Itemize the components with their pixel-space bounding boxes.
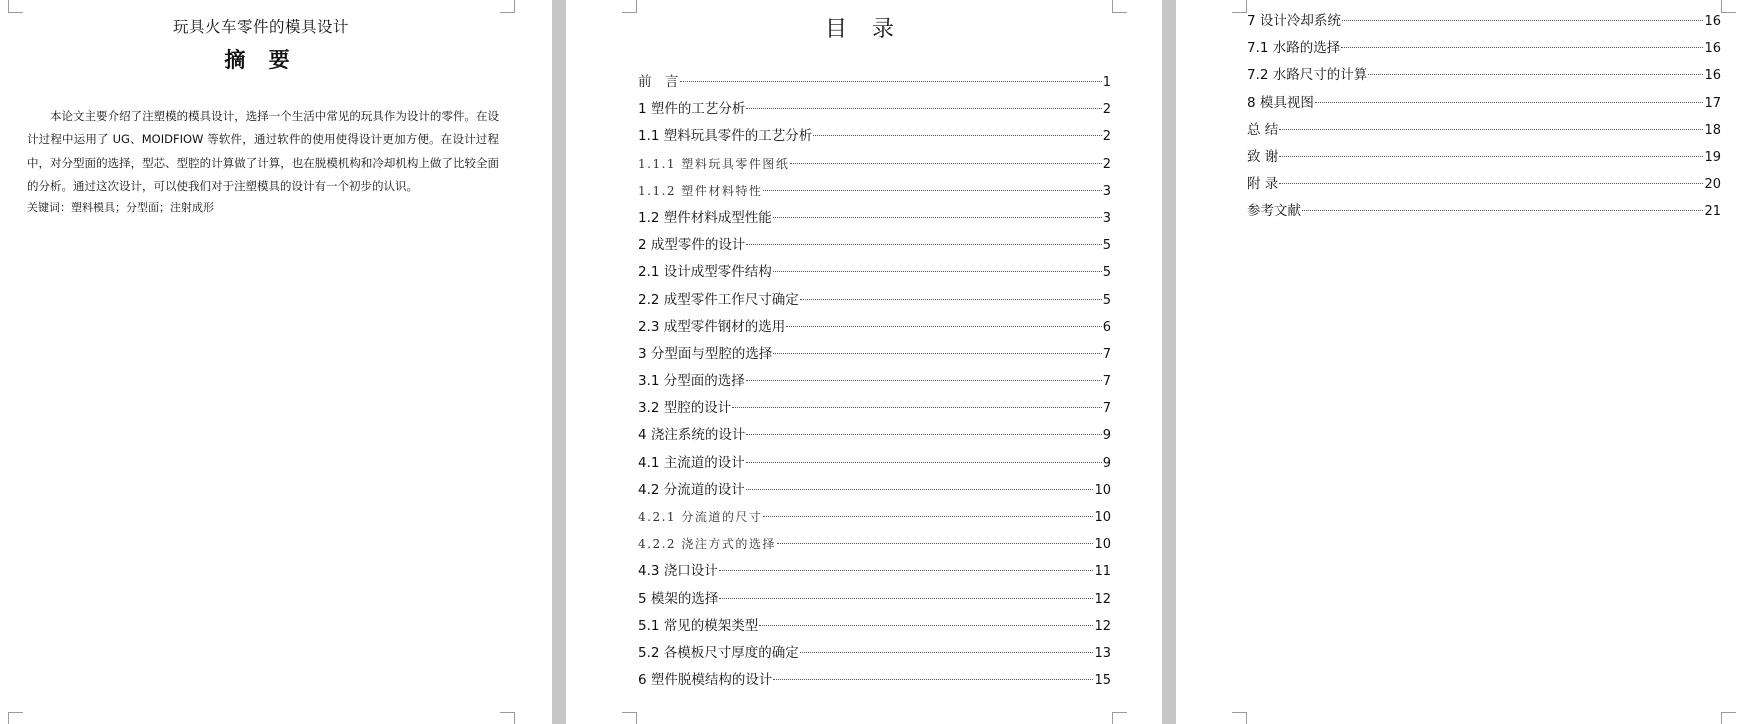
toc-entry[interactable]: [1247, 90, 1721, 117]
toc-entry-label: 4.1 主流道的设计: [638, 454, 745, 471]
toc-leader-dots: [746, 489, 1094, 490]
toc-entry[interactable]: [638, 558, 1111, 585]
toc-entry[interactable]: [1247, 171, 1721, 198]
toc-entry-label: 4.3 浇口设计: [638, 563, 718, 580]
toc-entry-label: 4.2 分流道的设计: [638, 481, 745, 498]
toc-entry-label: 5.2 各模板尺寸厚度的确定: [638, 644, 799, 661]
toc-leader-dots: [746, 380, 1102, 381]
crop-mark: [1232, 0, 1247, 13]
toc-entry-label: 7.1 水路的选择: [1247, 40, 1341, 57]
toc-entry-page: 10: [1094, 482, 1111, 498]
toc-entry-page: 16: [1704, 41, 1721, 57]
crop-mark: [1721, 0, 1736, 13]
crop-mark: [1721, 712, 1736, 724]
toc-leader-dots: [773, 679, 1093, 680]
toc-list: [1247, 8, 1721, 226]
toc-leader-dots: [763, 516, 1093, 517]
toc-leader-dots: [777, 543, 1094, 544]
toc-entry-page: 11: [1094, 564, 1111, 580]
toc-leader-dots: [1315, 102, 1704, 103]
toc-entry-label: 附 录: [1247, 176, 1279, 193]
toc-entry-label: 4.2.1 分流道的尺寸: [638, 510, 763, 524]
toc-leader-dots: [1342, 20, 1704, 21]
toc-entry[interactable]: [638, 422, 1111, 449]
toc-entry-page: 12: [1094, 618, 1111, 634]
toc-entry-page: 12: [1094, 591, 1111, 607]
toc-entry[interactable]: [638, 178, 1111, 205]
toc-entry-page: 2: [1102, 156, 1111, 172]
crop-mark: [1112, 712, 1127, 724]
toc-entry[interactable]: [638, 96, 1111, 123]
toc-entry-page: 16: [1704, 14, 1721, 29]
toc-leader-dots: [773, 271, 1102, 272]
toc-entry[interactable]: [638, 205, 1111, 232]
toc-entry-page: 6: [1102, 319, 1111, 335]
toc-entry-label: 5.1 常见的模架类型: [638, 617, 759, 634]
toc-entry-label: 参考文献: [1247, 203, 1301, 220]
toc-entry[interactable]: [638, 640, 1111, 667]
toc-entry-page: 9: [1102, 455, 1111, 471]
toc-entry-label: 7 设计冷却系统: [1247, 13, 1341, 29]
crop-mark: [8, 0, 23, 13]
toc-leader-dots: [1279, 183, 1703, 184]
toc-entry[interactable]: [1247, 144, 1721, 171]
toc-entry-label: 1.1 塑料玩具零件的工艺分析: [638, 128, 813, 145]
toc-entry-label: 7.2 水路尺寸的计算: [1247, 67, 1368, 84]
toc-entry-label: 总 结: [1247, 121, 1279, 138]
toc-entry-page: 18: [1704, 122, 1721, 138]
toc-entry-label: 1 塑件的工艺分析: [638, 101, 746, 118]
toc-leader-dots: [773, 217, 1102, 218]
keywords: 关键词：塑料模具；分型面；注射成形: [27, 201, 214, 214]
toc-leader-dots: [759, 625, 1093, 626]
toc-entry[interactable]: [638, 613, 1111, 640]
toc-entry-label: 8 模具视图: [1247, 94, 1314, 111]
toc-entry-label: 3.2 型腔的设计: [638, 400, 732, 417]
abstract-heading: 摘 要: [224, 48, 298, 72]
toc-leader-dots: [800, 652, 1094, 653]
toc-entry-page: 20: [1704, 177, 1721, 193]
toc-entry-page: 2: [1102, 129, 1111, 145]
toc-entry-label: 1.1.1 塑料玩具零件图纸: [638, 156, 790, 171]
toc-leader-dots: [763, 190, 1101, 191]
toc-leader-dots: [790, 163, 1101, 164]
toc-entry[interactable]: [1247, 62, 1721, 89]
toc-entry-page: 10: [1094, 537, 1111, 553]
crop-mark: [622, 712, 637, 724]
toc-entry-label: 2 成型零件的设计: [638, 237, 746, 254]
toc-list: [638, 69, 1111, 694]
toc-entry-page: 5: [1102, 265, 1111, 281]
toc-entry[interactable]: [638, 504, 1111, 531]
toc-entry[interactable]: [1247, 198, 1721, 225]
crop-mark: [8, 712, 23, 724]
toc-entry-label: 4.2.2 浇注方式的选择: [638, 537, 776, 552]
toc-entry-label: 2.3 成型零件钢材的选用: [638, 318, 786, 335]
toc-entry-page: 1: [1102, 75, 1111, 90]
toc-leader-dots: [786, 326, 1101, 327]
crop-mark: [500, 712, 515, 724]
toc-page: [566, 0, 1162, 724]
toc-leader-dots: [800, 299, 1102, 300]
toc-entry-page: 3: [1102, 183, 1111, 199]
toc-leader-dots: [773, 353, 1101, 354]
toc-entry-label: 4 浇注系统的设计: [638, 427, 746, 444]
toc-leader-dots: [719, 598, 1093, 599]
toc-entry[interactable]: [638, 368, 1111, 395]
toc-entry[interactable]: [638, 69, 1111, 96]
toc-entry[interactable]: [638, 151, 1111, 178]
toc-entry-label: 3 分型面与型腔的选择: [638, 345, 773, 362]
toc-entry-page: 7: [1102, 401, 1111, 417]
toc-continued-page: [1176, 0, 1747, 724]
toc-leader-dots: [813, 135, 1101, 136]
toc-entry[interactable]: [1247, 117, 1721, 144]
toc-leader-dots: [719, 570, 1094, 571]
toc-entry-page: 17: [1704, 95, 1721, 111]
toc-entry-page: 15: [1094, 673, 1111, 689]
toc-entry-label: 1.2 塑件材料成型性能: [638, 209, 772, 226]
toc-entry[interactable]: [638, 287, 1111, 314]
toc-leader-dots: [1368, 74, 1703, 75]
toc-heading: 目 录: [825, 17, 903, 42]
toc-entry-label: 2.2 成型零件工作尺寸确定: [638, 291, 799, 308]
toc-leader-dots: [746, 462, 1102, 463]
toc-entry-page: 5: [1102, 292, 1111, 308]
toc-entry-label: 2.1 设计成型零件结构: [638, 264, 772, 281]
toc-entry-label: 前 言: [638, 74, 679, 90]
toc-entry[interactable]: [638, 232, 1111, 259]
toc-entry-page: 16: [1704, 68, 1721, 84]
toc-entry[interactable]: [638, 341, 1111, 368]
toc-entry[interactable]: [638, 477, 1111, 504]
toc-leader-dots: [746, 244, 1101, 245]
abstract-body: 本论文主要介绍了注塑模的模具设计，选择一个生活中常见的玩具作为设计的零件。在设计过程中运用了 UG、MOIDFIOW 等软件，通过软件的使用使得设计更加方便。在设计过程中，对分型面的选择，型芯、型腔的计算做了计算，也在脱模机构和冷却机构上做了比较全面的分析。通过这次设计，可以使我们对于注塑模具的设计有一个初步的认识。: [27, 109, 499, 193]
toc-entry[interactable]: [638, 450, 1111, 477]
toc-entry[interactable]: [638, 531, 1111, 558]
toc-entry-page: 13: [1094, 645, 1111, 661]
toc-entry-page: 10: [1094, 510, 1111, 525]
toc-entry-page: 5: [1102, 238, 1111, 254]
toc-entry[interactable]: [638, 314, 1111, 341]
toc-leader-dots: [732, 407, 1101, 408]
toc-leader-dots: [1279, 129, 1703, 130]
toc-entry-label: 1.1.2 塑件材料特性: [638, 183, 763, 198]
toc-entry-label: 5 模架的选择: [638, 590, 719, 607]
toc-entry-page: 21: [1704, 204, 1721, 220]
toc-entry[interactable]: [638, 395, 1111, 422]
toc-entry-page: 7: [1102, 374, 1111, 390]
toc-entry-page: 9: [1102, 428, 1111, 444]
toc-leader-dots: [680, 81, 1102, 82]
abstract-page: [0, 0, 552, 724]
crop-mark: [500, 0, 515, 13]
crop-mark: [1232, 712, 1247, 724]
toc-entry-page: 2: [1102, 102, 1111, 118]
toc-entry[interactable]: [1247, 35, 1721, 62]
toc-leader-dots: [746, 108, 1101, 109]
toc-entry[interactable]: [1247, 8, 1721, 35]
toc-entry-page: 19: [1704, 149, 1721, 165]
toc-entry-label: 3.1 分型面的选择: [638, 373, 745, 390]
toc-entry[interactable]: [638, 123, 1111, 150]
toc-leader-dots: [1302, 210, 1703, 211]
toc-entry[interactable]: [638, 667, 1111, 694]
toc-entry-label: 6 塑件脱模结构的设计: [638, 672, 773, 689]
toc-entry-page: 7: [1102, 346, 1111, 362]
toc-leader-dots: [746, 434, 1101, 435]
document-title: 玩具火车零件的模具设计: [172, 18, 349, 36]
toc-leader-dots: [1279, 156, 1703, 157]
toc-entry-page: 3: [1102, 210, 1111, 226]
toc-entry-label: 致 谢: [1247, 148, 1279, 165]
toc-entry[interactable]: [638, 586, 1111, 613]
toc-entry[interactable]: [638, 259, 1111, 286]
toc-leader-dots: [1341, 47, 1703, 48]
